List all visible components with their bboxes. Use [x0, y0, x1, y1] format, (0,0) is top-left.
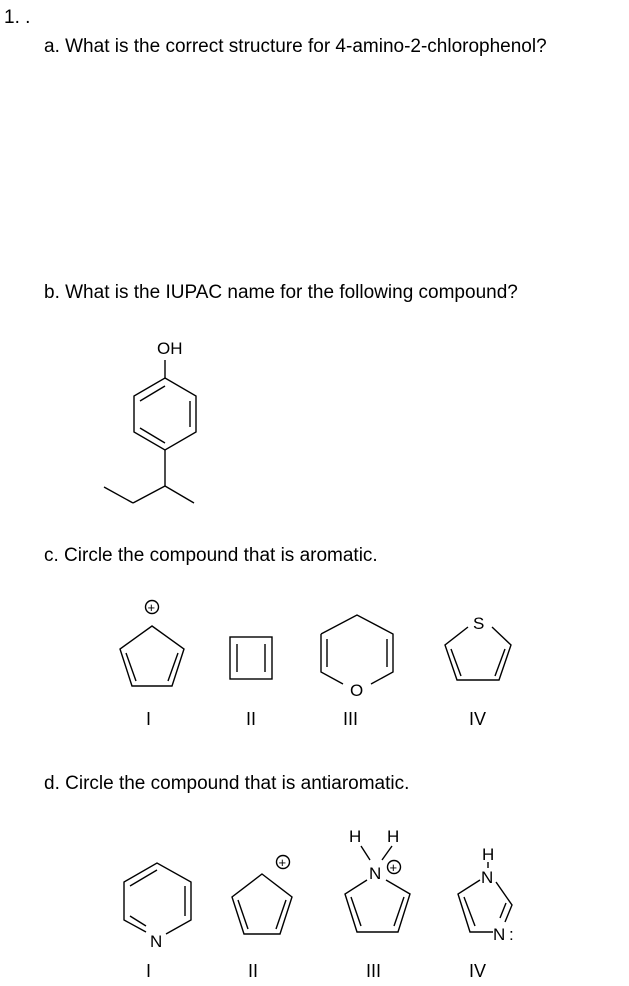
question-number: 1. .	[4, 7, 31, 28]
part-c-numeral-II: II	[246, 709, 257, 729]
nitrogen-label: N	[369, 864, 382, 883]
part-d-numeral-I: I	[146, 961, 152, 981]
charge-label: +	[147, 600, 156, 615]
part-c-compound-II	[230, 637, 272, 679]
part-d-compound-I	[124, 863, 191, 951]
hydrogen-label: H	[387, 827, 400, 846]
part-c-prompt: c. Circle the compound that is aromatic.	[44, 545, 378, 566]
part-a-prompt: a. What is the correct structure for 4-amino-2-chlorophenol?	[44, 36, 547, 57]
part-d-compound-II	[232, 855, 292, 934]
part-c-numeral-III: III	[343, 709, 359, 729]
lone-pair-label: :	[509, 925, 514, 944]
oxygen-label: O	[350, 681, 364, 700]
nitrogen-label: N	[150, 932, 163, 951]
part-c-numeral-IV: IV	[469, 709, 487, 729]
part-c-compound-IV	[445, 614, 511, 680]
hydrogen-label: H	[482, 845, 495, 864]
part-b-prompt: b. What is the IUPAC name for the following compound?	[44, 282, 518, 303]
part-c-compound-I	[120, 600, 184, 686]
part-d-numeral-III: III	[366, 961, 382, 981]
part-b-structure	[104, 339, 196, 503]
part-d-numeral-IV: IV	[469, 961, 487, 981]
hydrogen-label: H	[349, 827, 362, 846]
nitrogen-label: N	[493, 925, 506, 944]
sulfur-label: S	[473, 614, 485, 633]
part-d-numeral-II: II	[248, 961, 259, 981]
part-c-compound-III	[321, 615, 393, 700]
part-d-compound-III	[345, 827, 410, 932]
part-d-prompt: d. Circle the compound that is antiaromatic.	[44, 773, 410, 794]
nitrogen-label: N	[481, 868, 494, 887]
charge-label: +	[389, 860, 398, 875]
part-d-compound-IV	[458, 845, 514, 944]
hydroxyl-label: OH	[157, 339, 183, 358]
part-c-numeral-I: I	[146, 709, 152, 729]
charge-label: +	[278, 855, 287, 870]
